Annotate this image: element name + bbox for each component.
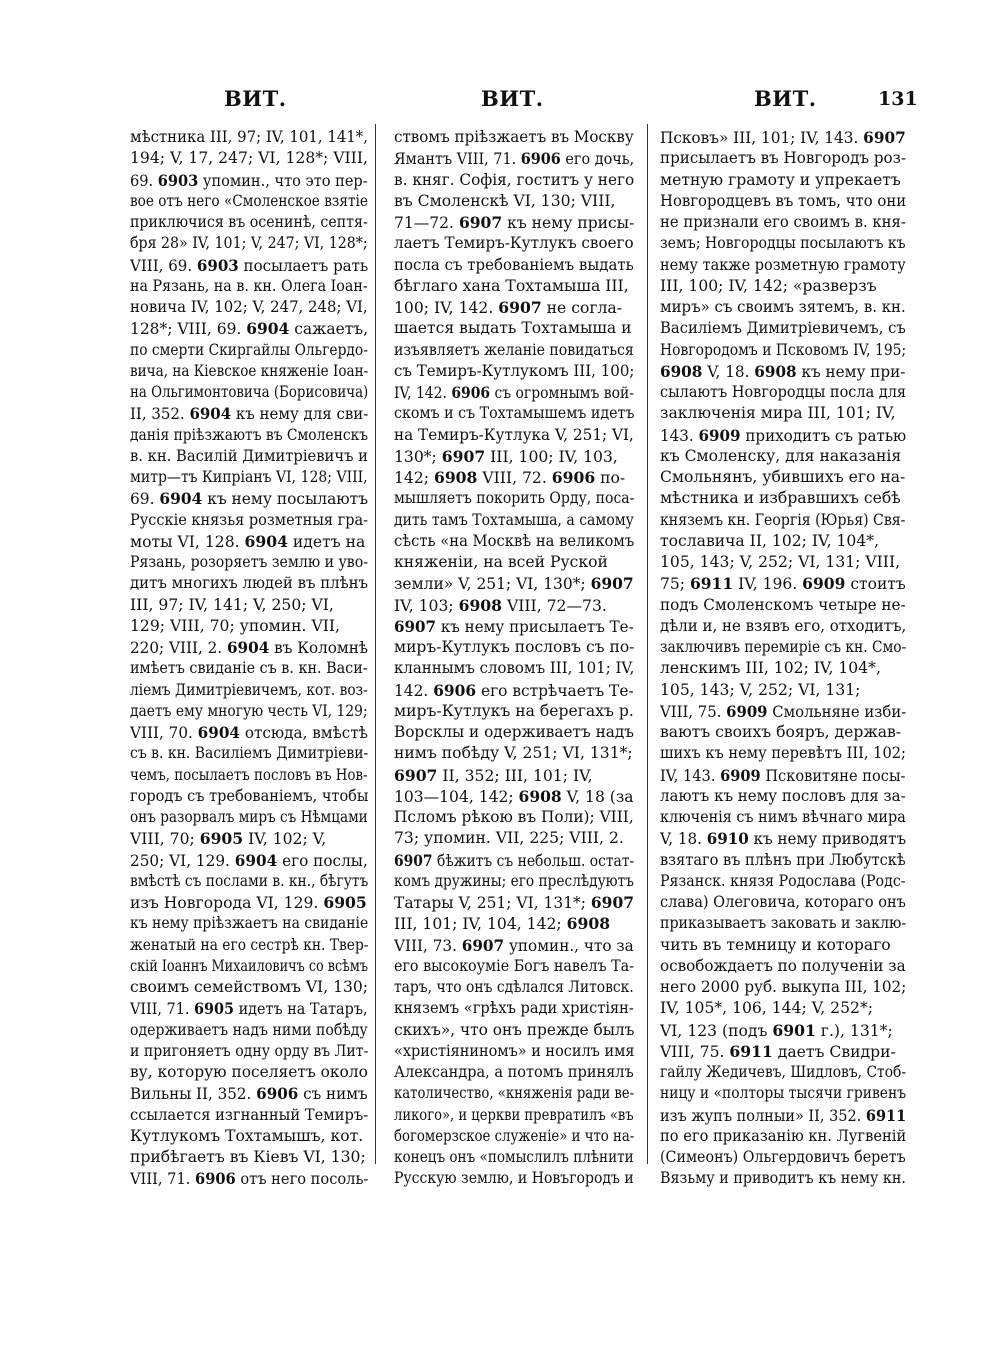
text-line: изъявляетъ желаніе повидаться bbox=[394, 340, 634, 359]
text-line: Псковъ» III, 101; IV, 143. 6907 bbox=[660, 128, 906, 147]
text-line: 69. 6904 къ нему посылаютъ bbox=[130, 489, 368, 509]
text-line: кланнымъ словомъ III, 101; IV, bbox=[394, 659, 634, 678]
text-line: 100; IV, 142. 6907 не согла- bbox=[394, 298, 622, 317]
text-line: Вязьму и приводитъ къ нему кн. bbox=[660, 1169, 906, 1188]
text-line: лаютъ къ нему пословъ для за- bbox=[660, 786, 906, 805]
text-line: шихъ къ нему перевѣтъ III, 102; bbox=[660, 744, 906, 763]
text-line: слава) Олеговича, котораго онъ bbox=[660, 893, 906, 911]
text-line: изъ жупъ полныи» II, 352. 6911 bbox=[660, 1105, 906, 1125]
text-line: Ямантъ VIII, 71. 6906 его дочь, bbox=[394, 149, 634, 169]
text-line: «христіяниномъ» и носилъ имя bbox=[394, 1041, 635, 1060]
text-line: скихъ», что онъ прежде былъ bbox=[394, 1020, 635, 1039]
text-column-1 bbox=[130, 127, 368, 1190]
text-line: гайлу Жедичевъ, Шидловъ, Стоб- bbox=[660, 1063, 906, 1081]
text-line: ликого», и церкви превратилъ «въ bbox=[394, 1105, 634, 1124]
text-line: 129; VIII, 70; упомин. VII, bbox=[130, 616, 341, 635]
text-line: данія пріѣзжаютъ въ Смоленскъ bbox=[130, 425, 368, 444]
text-line: католичество, «княженія ради ве- bbox=[394, 1084, 634, 1103]
text-line: 143. 6909 приходитъ съ ратью bbox=[660, 425, 907, 445]
text-line: нему также розметную грамоту bbox=[660, 255, 906, 274]
text-line: заключивъ перемиріе съ кн. Смо- bbox=[660, 638, 907, 656]
text-line: Смольнянъ, убившихъ его на- bbox=[660, 468, 906, 486]
text-line: Рязанск. князя Родослава (Родс- bbox=[660, 871, 906, 890]
text-line: богомерзское служеніе» и что на- bbox=[394, 1126, 634, 1145]
text-line: присылаетъ въ Новгородъ роз- bbox=[660, 149, 906, 168]
text-line: подъ Смоленскомъ четыре не- bbox=[660, 595, 906, 614]
text-line: мѣстника и избравшихъ себѣ bbox=[660, 489, 901, 508]
text-line: Новгородцевъ въ томъ, что они bbox=[660, 191, 906, 210]
text-line: не признали его своимъ в. кня- bbox=[660, 213, 906, 231]
text-line: 69. 6903 упомин., что это пер- bbox=[130, 170, 368, 190]
text-line: 250; VI, 129. 6904 его послы, bbox=[130, 850, 368, 870]
text-line: на Ольгимонтовича (Борисовича) bbox=[130, 383, 368, 401]
text-line: 73; упомин. VII, 225; VIII, 2. bbox=[394, 829, 624, 848]
text-line: даетъ ему многую честь VI, 129; bbox=[130, 701, 368, 720]
text-line: 6908 V, 18. 6908 къ нему при- bbox=[660, 361, 906, 381]
text-line: Кутлукомъ Тохтамышъ, кот. bbox=[130, 1126, 364, 1145]
text-line: 105, 143; V, 252; VI, 131; VIII, bbox=[660, 553, 901, 571]
text-line: VIII, 75. 6909 Смольняне изби- bbox=[660, 701, 906, 721]
text-line: Вильны II, 352. 6906 съ нимъ bbox=[130, 1084, 368, 1104]
text-line: прибѣгаетъ въ Кіевъ VI, 130; bbox=[130, 1148, 366, 1166]
text-line: моты VI, 128. 6904 идетъ на bbox=[130, 531, 366, 551]
text-line: его высокоуміе Богъ навелъ Та- bbox=[394, 956, 634, 975]
text-line: конецъ онъ «помыслилъ плѣнити bbox=[394, 1148, 634, 1166]
text-line: одерживаетъ надъ ними побѣду bbox=[130, 1020, 368, 1039]
text-line: VIII, 71. 6905 идетъ на Татаръ, bbox=[130, 999, 368, 1019]
text-line: III, 97; IV, 141; V, 250; VI, bbox=[130, 595, 334, 614]
text-line: изъ Новгорода VI, 129. 6905 bbox=[130, 893, 367, 912]
text-line: 194; V, 17, 247; VI, 128*; VIII, bbox=[130, 149, 368, 168]
text-line: дить тамъ Тохтамыша, а самому bbox=[394, 510, 634, 529]
text-line: къ Смоленску, для наказанія bbox=[660, 446, 902, 465]
text-line: VIII, 70. 6904 отсюда, вмѣстѣ bbox=[130, 723, 368, 742]
text-line: мышляетъ покорить Орду, поса- bbox=[394, 489, 635, 508]
text-line: IV, 142. 6906 съ огромнымъ вой- bbox=[394, 383, 634, 402]
text-line: нимъ побѣду V, 251; VI, 131*; bbox=[394, 744, 633, 763]
text-line: 130*; 6907 III, 100; IV, 103, bbox=[394, 446, 618, 466]
text-line: бря 28» IV, 101; V, 247; VI, 128*; bbox=[130, 234, 368, 253]
text-line: 220; VIII, 2. 6904 въ Коломнѣ bbox=[130, 638, 368, 657]
text-line: VIII, 71. 6906 отъ него посоль- bbox=[130, 1169, 368, 1189]
text-line: посла съ требованіемъ выдать bbox=[394, 255, 634, 274]
text-line: на Темиръ-Кутлука V, 251; VI, bbox=[394, 425, 634, 444]
text-line: Русскіе князья розметныя гра- bbox=[130, 510, 369, 529]
text-line: 75; 6911 IV, 196. 6909 стоитъ bbox=[660, 574, 906, 594]
text-line: тославича II, 102; IV, 104*, bbox=[660, 531, 880, 550]
text-line: митр—тъ Кипріанъ VI, 128; VIII, bbox=[130, 468, 368, 486]
text-line: бѣглаго хана Тохтамыша III, bbox=[394, 276, 629, 295]
text-line: 142. 6906 его встрѣчаетъ Те- bbox=[394, 680, 634, 700]
text-line: приказываетъ заковать и заклю- bbox=[660, 914, 906, 933]
text-line: ницу и «полторы тысячи гривенъ bbox=[660, 1084, 906, 1103]
text-line: VIII, 75. 6911 даетъ Свидри- bbox=[660, 1041, 896, 1061]
text-line: ствомъ пріѣзжаетъ въ Москву bbox=[394, 128, 634, 146]
text-line: заключенія мира III, 101; IV, bbox=[660, 404, 896, 423]
column-divider bbox=[375, 124, 376, 1164]
page-number: 131 bbox=[878, 88, 918, 110]
text-line: приключися въ осенинѣ, септя- bbox=[130, 213, 368, 231]
text-line: Татары V, 251; VI, 131*; 6907 bbox=[394, 893, 634, 912]
text-line: ву, которую поселяетъ около bbox=[130, 1063, 368, 1081]
text-line: (Симеонъ) Ольгердовичъ беретъ bbox=[660, 1148, 906, 1166]
text-line: Рязань, розоряетъ землю и уво- bbox=[130, 553, 369, 571]
text-line: шается выдать Тохтамыша и bbox=[394, 319, 632, 338]
text-line: взятаго въ плѣнъ при Любутскѣ bbox=[660, 850, 906, 869]
text-line: мѣстника III, 97; IV, 101, 141*, bbox=[130, 128, 368, 146]
text-line: IV, 105*, 106, 144; V, 252*; bbox=[660, 999, 873, 1018]
text-line: и пригоняетъ одну орду въ Лит- bbox=[130, 1041, 369, 1060]
text-line: 128*; VIII, 69. 6904 сажаетъ, bbox=[130, 319, 369, 339]
text-line: III, 101; IV, 104, 142; 6908 bbox=[394, 914, 611, 934]
text-line: в. кн. Василій Димитріевичъ и bbox=[130, 446, 368, 465]
text-column-3 bbox=[660, 127, 906, 1190]
text-line: чить въ темницу и котораго bbox=[660, 935, 891, 954]
text-line: имѣетъ свиданіе съ в. кн. Васи- bbox=[130, 659, 368, 678]
text-line: скомъ и съ Тохтамышемъ идетъ bbox=[394, 404, 635, 423]
text-line: лаетъ Темиръ-Кутлукъ своего bbox=[394, 234, 634, 253]
text-line: княземъ «грѣхъ ради христіян- bbox=[394, 999, 634, 1018]
text-line: дѣли и, не взявъ его, отходитъ, bbox=[660, 616, 907, 635]
text-line: в. княг. Софія, гоститъ у него bbox=[394, 170, 635, 189]
running-head-center: ВИТ. bbox=[481, 86, 544, 111]
text-line: съ Темиръ-Кутлукомъ III, 100; bbox=[394, 361, 635, 380]
text-line: II, 352. 6904 къ нему для сви- bbox=[130, 404, 369, 424]
running-head-left: ВИТ. bbox=[224, 86, 287, 111]
text-line: комъ дружины; его преслѣдуютъ bbox=[394, 871, 634, 890]
text-column-2 bbox=[394, 127, 634, 1190]
text-line: новича IV, 102; V, 247, 248; VI, bbox=[130, 298, 368, 316]
text-line: Ворсклы и одерживаетъ надъ bbox=[394, 723, 635, 741]
text-line: 103—104, 142; 6908 V, 18 (за bbox=[394, 786, 634, 806]
text-line: метную грамоту и упрекаетъ bbox=[660, 170, 901, 189]
text-line: вое отъ него «Смоленское взятіе bbox=[130, 191, 368, 210]
text-line: дитъ многихъ людей въ плѣнъ bbox=[130, 574, 369, 593]
text-line: земъ; Новгородцы посылаютъ къ bbox=[660, 234, 906, 253]
text-line: Русскую землю, и Новъгородъ и bbox=[394, 1169, 634, 1188]
text-line: по смерти Скиргайлы Ольгердо- bbox=[130, 340, 368, 359]
text-line: въ Смоленскѣ VI, 130; VIII, bbox=[394, 191, 616, 210]
text-line: онъ разорвалъ миръ съ Нѣмцами bbox=[130, 808, 368, 826]
text-line: VIII, 70; 6905 IV, 102; V, bbox=[130, 829, 327, 849]
text-line: земли» V, 251; VI, 130*; 6907 bbox=[394, 574, 634, 594]
text-line: Василіемъ Димитріевичемъ, съ bbox=[660, 319, 906, 338]
text-line: Александра, а потомъ принялъ bbox=[394, 1063, 634, 1081]
text-line: IV, 103; 6908 VIII, 72—73. bbox=[394, 595, 607, 615]
text-line: ліемъ Димитріевичемъ, кот. воз- bbox=[130, 680, 368, 699]
text-line: освобождаетъ по полученіи за bbox=[660, 956, 906, 975]
text-line: миръ-Кутлукъ пословъ съ по- bbox=[394, 638, 635, 656]
text-line: Псломъ рѣкою въ Поли); VIII, bbox=[394, 808, 634, 826]
text-line: ленскимъ III, 102; IV, 104*, bbox=[660, 659, 881, 678]
text-line: скій Іоаннъ Михаиловичъ со всѣмъ bbox=[130, 956, 368, 975]
text-line: сѣсть «на Москвѣ на великомъ bbox=[394, 531, 635, 550]
text-line: ключенія съ нимъ вѣчнаго мира bbox=[660, 808, 906, 826]
text-line: вича, на Кіевское княженіе Іоан- bbox=[130, 361, 369, 380]
text-line: княженіи, на всей Руской bbox=[394, 553, 608, 571]
text-line: VIII, 73. 6907 упомин., что за bbox=[394, 935, 634, 955]
text-line: къ нему пріѣзжаетъ на свиданіе bbox=[130, 914, 369, 933]
text-line: съ в. кн. Василіемъ Димитріеви- bbox=[130, 744, 369, 763]
column-divider bbox=[647, 124, 648, 1164]
text-line: 71—72. 6907 къ нему присы- bbox=[394, 213, 635, 232]
text-line: VIII, 69. 6903 посылаетъ рать bbox=[130, 255, 369, 275]
text-line: чемъ, посылаетъ пословъ въ Нов- bbox=[130, 765, 368, 784]
text-line: 6907 II, 352; III, 101; IV, bbox=[394, 765, 593, 785]
text-line: IV, 143. 6909 Псковитяне посы- bbox=[660, 765, 906, 785]
text-line: VI, 123 (подъ 6901 г.), 131*; bbox=[660, 1020, 893, 1040]
text-line: ваютъ своихъ бояръ, держав- bbox=[660, 723, 902, 741]
text-line: 6907 бѣжитъ съ небольш. остат- bbox=[394, 850, 635, 870]
text-line: княземъ кн. Георгія (Юрья) Свя- bbox=[660, 510, 906, 529]
text-line: 105, 143; V, 252; VI, 131; bbox=[660, 680, 861, 699]
text-line: своимъ семействомъ VI, 130; bbox=[130, 978, 368, 996]
text-line: женатый на его сестрѣ кн. Твер- bbox=[130, 935, 369, 954]
text-line: Новгородомъ и Псковомъ IV, 195; bbox=[660, 340, 906, 359]
text-line: него 2000 руб. выкупа III, 102; bbox=[660, 978, 906, 996]
text-line: 6907 къ нему присылаетъ Те- bbox=[394, 616, 634, 636]
text-line: на Рязань, на в. кн. Олега Іоан- bbox=[130, 276, 368, 295]
text-line: таръ, что онъ сдѣлался Литовск. bbox=[394, 978, 634, 996]
text-line: миръ-Кутлукъ на берегахъ р. bbox=[394, 701, 634, 720]
text-line: вмѣстѣ съ послами в. кн., бѣгутъ bbox=[130, 871, 369, 890]
text-line: миръ» съ своимъ зятемъ, в. кн. bbox=[660, 298, 906, 316]
running-head-right: ВИТ. bbox=[754, 86, 817, 111]
text-line: сылаютъ Новгородцы посла для bbox=[660, 383, 906, 401]
text-line: городъ съ требованіемъ, чтобы bbox=[130, 786, 369, 805]
text-line: по его приказанію кн. Лугвеній bbox=[660, 1126, 907, 1145]
text-line: V, 18. 6910 къ нему приводятъ bbox=[660, 829, 907, 849]
text-line: ссылается изгнанный Темиръ- bbox=[130, 1105, 369, 1124]
text-line: 142; 6908 VIII, 72. 6906 по- bbox=[394, 468, 626, 487]
text-line: III, 100; IV, 142; «разверзъ bbox=[660, 276, 877, 295]
